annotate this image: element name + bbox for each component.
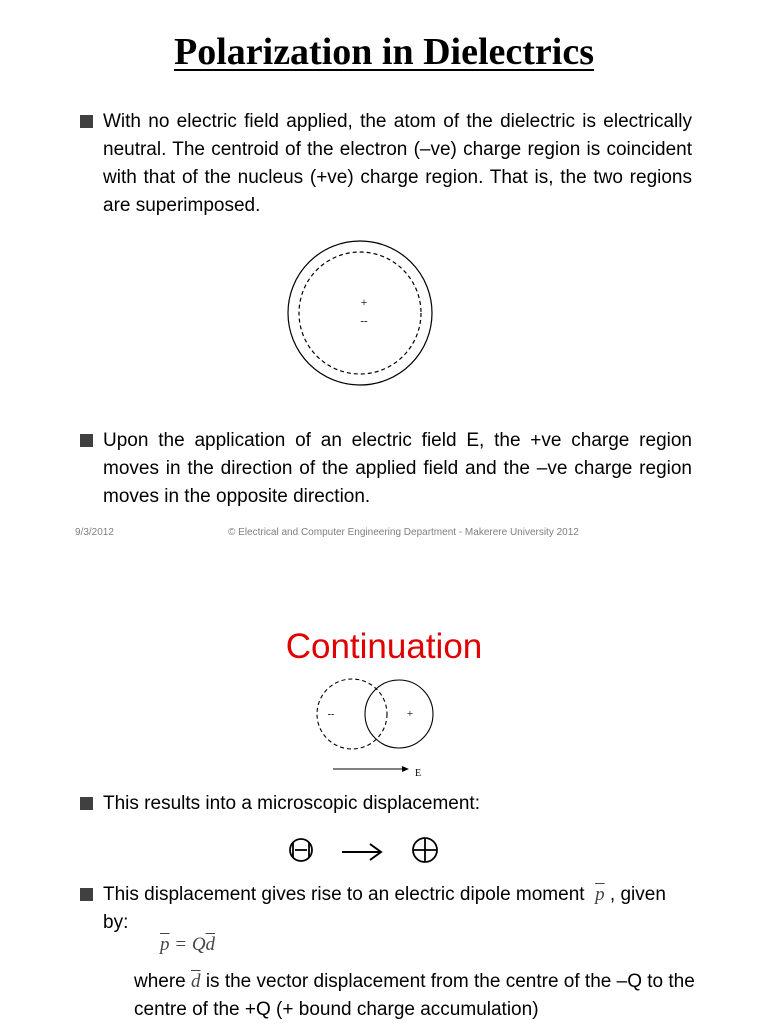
neutral-atom-diagram — [275, 236, 445, 390]
bullet-text: This results into a microscopic displacement: — [103, 793, 480, 814]
bullet-square-icon — [80, 115, 93, 128]
right-arrow-icon — [342, 844, 381, 860]
footer-credit: © Electrical and Computer Engineering Department - Makerere University 2012 — [228, 527, 579, 538]
plus-charge-label: + — [360, 295, 368, 309]
displaced-charges-diagram — [305, 672, 445, 782]
positive-region-circle — [365, 680, 433, 748]
minus-label: -- — [327, 709, 335, 720]
bullet-square-icon — [80, 797, 93, 810]
slide-title: Continuation — [285, 627, 483, 666]
field-label: E — [414, 768, 422, 779]
electron-cloud-circle — [288, 241, 432, 385]
nucleus-region-circle — [299, 252, 421, 374]
slide-continuation — [0, 560, 768, 1024]
slide-title: Polarization in Dielectrics — [174, 31, 594, 73]
dipole-equation: $\overline{p} = Q\overline{d}$ — [160, 934, 216, 955]
dipole-symbol: $\overline{p}$ — [595, 884, 605, 905]
circled-plus-icon — [413, 838, 437, 862]
footer-date: 9/3/2012 — [75, 527, 114, 538]
bullet-text: With no electric field applied, the atom of the dielectric is electrically neutral. The centroid of the electron (–ve) charge region is coincident with that of the nucleus (+ve) charge region. That is, the two regions are superimposed. — [103, 111, 692, 216]
bullet-square-icon — [80, 434, 93, 447]
plus-label: + — [406, 708, 414, 720]
bullet-text: This displacement gives rise to an electric dipole moment $\overline{p}$ , given by: — [103, 884, 666, 933]
minus-charge-label: -- — [360, 315, 368, 327]
displacement-symbol — [284, 833, 444, 867]
where-explanation: where $\overline{d}$ is the vector displacement from the centre of the –Q to the centre of the +Q (+ bound charge accumulation) — [134, 971, 695, 1020]
bullet-dipole — [80, 881, 692, 937]
displaced-minus-icon — [290, 839, 312, 861]
bullet-text: Upon the application of an electric field E, the +ve charge region moves in the direction of the applied field and the –ve charge region moves in the opposite direction. — [103, 430, 692, 507]
bullet-square-icon — [80, 888, 93, 901]
field-arrow-head — [402, 766, 409, 772]
bullet-no-field — [80, 108, 692, 220]
bullet-field-applied — [80, 427, 692, 511]
displacement-symbol: $\overline{d}$ — [191, 971, 201, 992]
bullet-displacement — [80, 790, 692, 818]
